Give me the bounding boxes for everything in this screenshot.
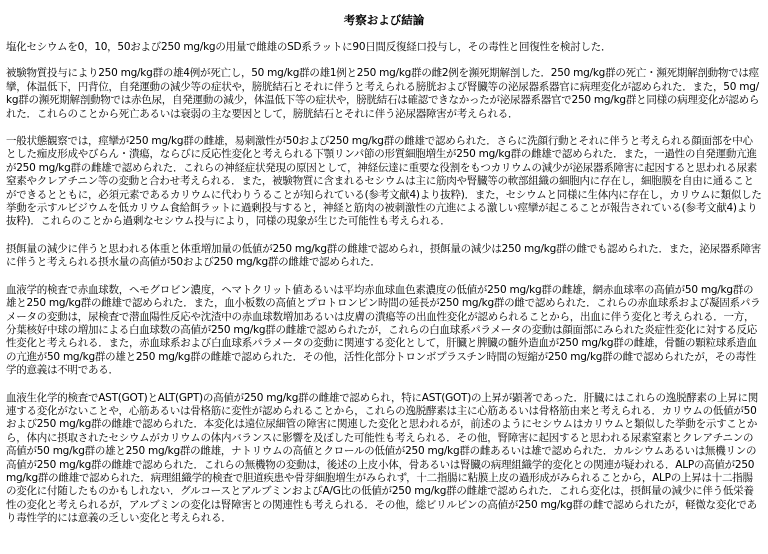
paragraph-mortality: 被験物質投与により250 mg/kg群の雄4例が死亡し，50 mg/kg群の雄1例と250 mg/kg群の雌2例を瀕死期解剖した．250 mg/kg群の死亡・瀕死期解剖動物では痙攣，体温低下，円背位，自発運動の減少等の症状や，膀胱結石とそれに伴うと考えられる膀胱および腎臓等の泌尿器系器官に病理変化が認められた．また，50 mg/kg群の瀕死期解剖動物では赤色尿，自発運動の減少，体温低下等の症状や，膀胱結石は確認できなかったが泌尿器系器官で250 mg/kg群と同様の病理変化が認められた．これらのことから死亡あるいは衰弱の主な要因として，膀胱結石とそれに伴う泌尿器障害が考えられる．	[6, 67, 760, 120]
paragraph-body-weight: 摂餌量の減少に伴うと思われる体重と体重増加量の低値が250 mg/kg群の雌雄で認められ，摂餌量の減少は250 mg/kg群の雌でも認められた．また，泌尿器系障害に伴うと考えられる摂水量の高値が50および250 mg/kg群の雌雄で認められた．	[6, 242, 761, 269]
paragraph-hematology: 血液学的検査で赤血球数，ヘモグロビン濃度，ヘマトクリット値あるいは平均赤血球血色素濃度の低値が250 mg/kg群の雌雄，網赤血球率の高値が50 mg/kg群の雄と250 mg/kg群の雌雄で認められた．また，血小板数の高値とプロトロンビン時間の延長が250 mg/kg群の雌で認められた．これらの赤血球系および凝固系パラメータの変動は，尿検査で潜血陽性反応や沈渣中の赤血球数増加あるいは皮膚の潰瘍等の出血性変化が認められることから，出血に伴う変化と考えられる．一方，分葉核好中球の増加による白血球数の高値が250 mg/kg群の雌雄で認められたが，これらの白血球系パラメータの変動は顔面部にみられた炎症性変化に対する反応性変化と考えられる．また，赤血球系および白血球系パラメータの変動に関連する変化として，肝臓と脾臓の髄外造血が250 mg/kg群の雌雄，骨髄の顆粒球系造血の亢進が50 mg/kg群の雄と250 mg/kg群の雌雄で認められた．その他，活性化部分トロンボプラスチン時間の短縮が250 mg/kg群の雌で認められたが，その毒性学的意義は不明である．	[6, 283, 761, 377]
paragraph-blood-chemistry: 血液生化学的検査でAST(GOT)とALT(GPT)の高値が250 mg/kg群の雌雄で認められ，特にAST(GOT)の上昇が顕著であった．肝臓にはこれらの逸脱酵素の上昇に関連する変化がないことや，心筋あるいは骨格筋に変性が認められることから，これらの逸脱酵素は主に心筋あるいは骨格筋由来と考えられる．カリウムの低値が50および250 mg/kg群の雌雄で認められた．本変化は遠位尿細管の障害に関連した変化と思われるが，前述のようにセシウムはカリウムと類似した挙動を示すことから，体内に摂取されたセシウムがカリウムの体内バランスに影響を及ぼした可能性も考えられる．その他，腎障害に起因すると思われる尿素窒素とクレアチニンの高値が50 mg/kg群の雄と250 mg/kg群の雌雄，ナトリウムの高値とクロールの低値が250 mg/kg群の雌あるいは雄で認められた．カルシウムあるいは無機リンの高値が250 mg/kg群の雌雄で認められた．これらの無機物の変動は，後述の上皮小体，骨あるいは腎臓の病理組織学的変化との関連が疑われる．ALPの高値が250 mg/kg群の雌雄で認められた．病理組織学的検査で胆道疾患や骨芽細胞増生がみられず，十二指腸に粘膜上皮の過形成がみられることから，ALPの上昇は十二指腸の変化に付随したものかもしれない．グルコースとアルブミンおよびA/G比の低値が250 mg/kg群の雌雄で認められた．これら変化は，摂餌量の減少に伴う低栄養性の変化と考えられるが，アルブミンの変化は腎障害との関連性も考えられる．その他，総ビリルビンの高値が250 mg/kg群の雌で認められたが，軽微な変化であり毒性学的には意義の乏しい変化と考えられる．	[6, 391, 758, 525]
document-page	[0, 10, 768, 554]
paragraph-dosing-summary: 塩化セシウムを0，10，50および250 mg/kgの用量で雌雄のSD系ラットに90日間反復経口投与し，その毒性と回復性を検討した．	[6, 41, 612, 53]
paragraph-clinical-signs: 一般状態観察では，痙攣が250 mg/kg群の雌雄，易刺激性が50および250 mg/kg群の雌雄で認められた．さらに洗顔行動とそれに伴うと考えられる顔面部を中心とした痂皮形成やびらん・潰瘍，ならびに反応性変化と考えられる下顎リンパ節の形質細胞増生が250 mg/kg群の雌雄で認められた．また，一過性の自発運動亢進が250 mg/kg群の雌雄で認められた．これらの神経症状発現の原因として，神経伝達に重要な役割をもつカリウムの減少が泌尿器系障害に起因すると思われる尿素窒素やクレアチニン等の変動と合わせ考えられる．また，被験物質に含まれるセシウムは主に筋肉や腎臓等の軟部組織の細胞内に存在し，細胞膜を自由に通ることができるとともに，必須元素であるカリウムに代わりうることが知られている(参考文献4)より抜粋)．また，セシウムと同様に生体内に存在し，カリウムに類似した挙動を示すルビジウムを低カリウム食給餌ラットに過剰投与すると，神経と筋肉の被刺激性の亢進による激しい痙攣が起こることが報告されている(参考文献4)より抜粋)．これらのことから過剰なセシウム投与により，同様の現象が生じた可能性も考えられる．	[6, 135, 762, 228]
document-title: 考察および結論	[343, 13, 425, 27]
